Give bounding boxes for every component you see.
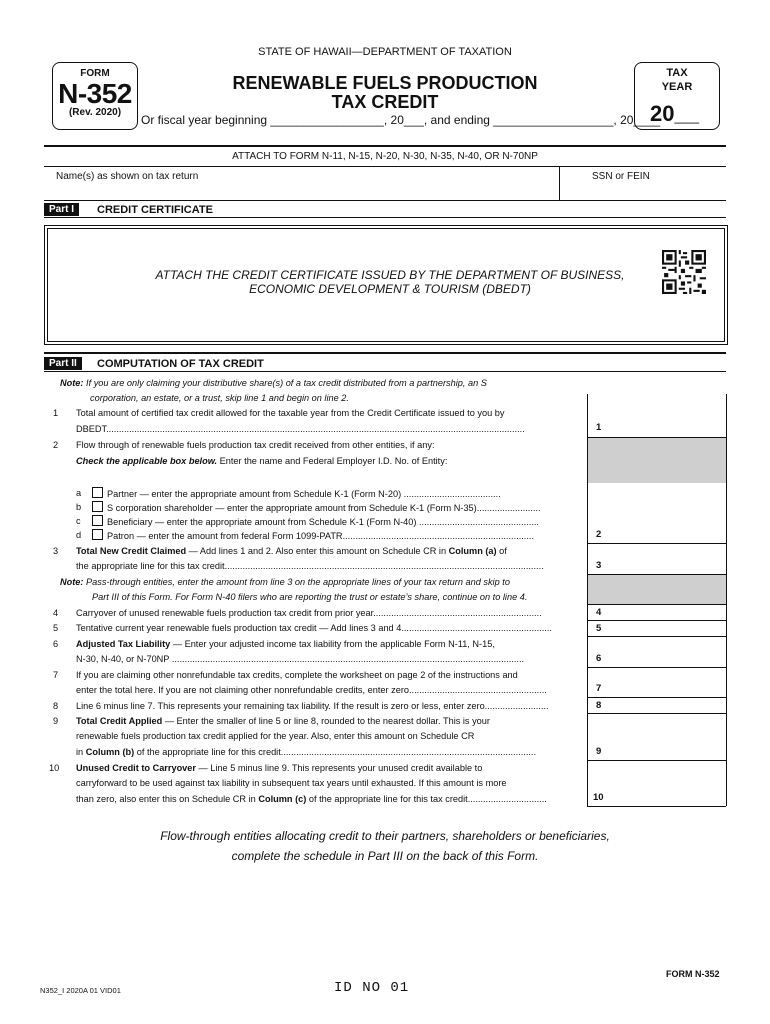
checkbox-beneficiary[interactable] [92,515,103,526]
line9-heading: Total Credit Applied [76,716,163,726]
box-label: 2 [596,529,602,540]
part1-label: Part I [44,203,79,216]
line9-tail: of the appropriate line for this credit.................................................................................................... [134,747,537,757]
tax-year-box [634,62,720,130]
divider [44,352,726,354]
line7-text-cont: enter the total here. If you are not claiming other nonrefundable credits, enter zero...................................................... [76,685,547,695]
line6-heading: Adjusted Tax Liability [76,639,171,649]
divider [44,217,726,218]
flow-through-note-line2: complete the schedule in Part III on the back of this Form. [231,849,539,863]
option-b [92,501,541,514]
header-divider [44,145,726,147]
line-5-amount[interactable] [588,621,726,636]
option-a-text: Partner — enter the appropriate amount from Schedule K-1 (Form N-20) ...................................... [107,489,501,499]
part2-title: COMPUTATION OF TAX CREDIT [97,358,264,370]
line-number: 7 [53,670,59,680]
line6-body: — Enter your adjusted income tax liability from the applicable Form N-11, N-15, [170,639,495,649]
note2-line2: Part III of this Form. For Form N-40 filers who are reporting the trust or estate’s share, continue on to line 4. [92,592,528,602]
form-label: FORM [80,68,110,79]
footer-form-number: FORM N-352 [666,969,720,979]
ssn-field[interactable] [560,184,726,200]
box-label: 8 [596,700,602,711]
note-label: Note: [60,577,84,587]
line-7-amount[interactable] [588,668,726,697]
line3-text [76,545,507,557]
line3-heading: Total New Credit Claimed [76,546,187,556]
note1-line1 [60,377,487,389]
line1-text-cont: DBEDT.................................................................................................................................................................... [76,424,525,434]
line-number: 3 [53,546,59,556]
agency-name: STATE OF HAWAII—DEPARTMENT OF TAXATION [258,46,512,58]
box-label: 6 [596,653,602,664]
entity-name-fein-field[interactable] [76,470,581,482]
line4-text: Carryover of unused renewable fuels production tax credit from prior year.................................................................. [76,608,542,618]
line-4-amount[interactable] [588,605,726,620]
line2-instruction [76,455,447,467]
line10-body: — Line 5 minus line 9. This represents your unused credit available to [195,763,483,773]
line-number: 9 [53,716,59,726]
line9-body: — Enter the smaller of line 5 or line 8, rounded to the nearest dollar. This is your [162,716,490,726]
line6-text-cont: N-30, N-40, or N-70NP .......................................................................................................................................... [76,654,525,664]
line8-text: Line 6 minus line 7. This represents your remaining tax liability. If the result is zero or less, enter zero......................... [76,701,549,711]
box-label: 1 [596,422,602,433]
note-text: Pass-through entities, enter the amount from line 3 on the appropriate lines of your tax return and skip to [83,577,510,587]
form-number: N-352 [58,78,132,109]
line-1-amount[interactable] [588,395,726,437]
line-number: 6 [53,639,59,649]
line-3-amount[interactable] [588,544,726,574]
note-text: If you are only claiming your distributive share(s) of a tax credit distributed from a partnership, an S [83,378,487,388]
form-title-line1: RENEWABLE FUELS PRODUCTION [232,73,538,93]
tax-year-label1: TAX [666,67,688,79]
names-label: Name(s) as shown on tax return [56,171,199,182]
note2-line1 [60,576,510,588]
line9-text-cont2 [76,746,536,758]
tax-year-field[interactable]: 20__ [650,101,699,126]
footer-version: N352_I 2020A 01 VID01 [40,986,121,995]
line1-text: Total amount of certified tax credit allowed for the taxable year from the Credit Certificate issued to you by [76,408,505,418]
line-8-amount[interactable] [588,698,726,713]
checkbox-patron[interactable] [92,529,103,540]
line9-text-cont: renewable fuels production tax credit applied for the year. Also, enter this amount on Schedule CR [76,731,475,741]
box-label: 5 [596,623,602,634]
line5-text: Tentative current year renewable fuels production tax credit — Add lines 3 and 4........................................................... [76,623,552,633]
line-2-amount[interactable] [588,484,726,543]
certificate-text-line1: ATTACH THE CREDIT CERTIFICATE ISSUED BY THE DEPARTMENT OF BUSINESS, [155,268,625,282]
line6-text [76,638,495,650]
column-ref: Column (b) [85,747,135,757]
box-label: 7 [596,683,602,694]
footer-id: ID NO 01 [334,980,410,996]
line-number: 10 [49,763,60,773]
line10-heading: Unused Credit to Carryover [76,763,196,773]
line3-text-cont: the appropriate line for this tax credit............................................................................................................................. [76,561,544,571]
divider [44,166,726,167]
flow-through-note-line1: Flow-through entities allocating credit to their partners, shareholders or beneficiaries, [160,829,610,843]
ssn-label: SSN or FEIN [592,171,650,182]
line10-text-cont2 [76,793,547,805]
instruction-text: Enter the name and Federal Employer I.D. No. of Entity: [217,456,448,466]
line10-text [76,762,482,774]
form-number-box [52,62,138,130]
instruction-bold: Check the applicable box below. [76,456,218,466]
option-a [92,487,501,500]
line-number: 8 [53,701,59,711]
form-title-line2: TAX CREDIT [331,92,439,112]
box-label: 9 [596,746,602,757]
line9-text [76,715,490,727]
line-9-amount[interactable] [588,714,726,760]
option-letter: c [76,516,81,526]
line10-pre: than zero, also enter this on Schedule CR in [76,794,259,804]
line-6-amount[interactable] [588,637,726,667]
fiscal-year-line[interactable]: Or fiscal year beginning _________________, 20___, and ending __________________, 20____ [141,113,661,127]
note-label: Note: [60,378,84,388]
box-label: 10 [593,792,604,803]
shaded-cell [588,437,726,483]
checkbox-partner[interactable] [92,487,103,498]
line10-text-cont: carryforward to be used against tax liability in subsequent tax years until exhausted. If this amount is more [76,778,507,788]
option-b-text: S corporation shareholder — enter the appropriate amount from Schedule K-1 (Form N-35)......................... [107,503,541,513]
option-d-text: Patron — enter the amount from federal Form 1099-PATR........................................................................... [107,531,535,541]
checkbox-s-corp[interactable] [92,501,103,512]
line7-text: If you are claiming other nonrefundable tax credits, complete the worksheet on page 2 of the instructions and [76,670,518,680]
attach-instruction: ATTACH TO FORM N-11, N-15, N-20, N-30, N-35, N-40, OR N-70NP [232,151,538,162]
option-d [92,529,534,542]
amount-column-right [726,394,727,806]
line2-text: Flow through of renewable fuels production tax credit received from other entities, if any: [76,440,435,450]
row-border [587,574,726,575]
option-c [92,515,539,528]
tax-year-label2: YEAR [661,81,693,93]
qr-code-icon [662,250,706,294]
form-revision: (Rev. 2020) [68,107,122,118]
option-letter: d [76,530,82,540]
line-number: 2 [53,440,59,450]
row-border [587,437,726,438]
box-label: 3 [596,560,602,571]
column-ref: Column (c) [258,794,307,804]
divider [44,371,726,372]
line-10-amount[interactable] [588,761,726,806]
note1-line2: corporation, an estate, or a trust, skip line 1 and begin on line 2. [90,393,349,403]
option-letter: b [76,502,82,512]
line-number: 4 [53,608,59,618]
box-label: 4 [596,607,602,618]
divider [44,200,726,201]
line-number: 1 [53,408,59,418]
line9-in: in [76,747,86,757]
line10-tail: of the appropriate line for this tax credit............................... [306,794,547,804]
line-number: 5 [53,623,59,633]
line3-of: of [496,546,507,556]
column-ref: Column (a) [448,546,497,556]
option-c-text: Beneficiary — enter the appropriate amount from Schedule K-1 (Form N-40) ............................................... [107,517,539,527]
names-field[interactable] [44,184,559,200]
shaded-cell [588,574,726,604]
row-border [587,806,726,807]
part2-label: Part II [44,357,82,370]
certificate-text-line2: ECONOMIC DEVELOPMENT & TOURISM (DBEDT) [249,282,531,296]
option-letter: a [76,488,82,498]
line3-body: — Add lines 1 and 2. Also enter this amount on Schedule CR in [186,546,449,556]
part1-title: CREDIT CERTIFICATE [97,204,213,216]
